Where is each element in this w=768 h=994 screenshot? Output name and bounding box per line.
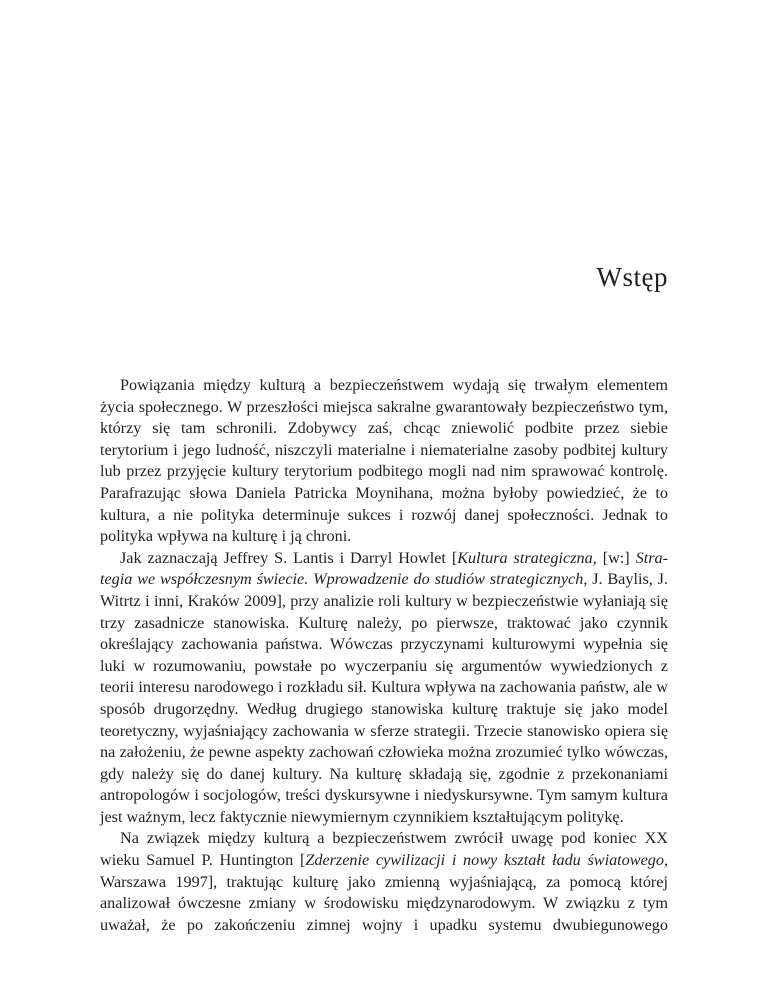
text-segment: Jak zaznaczają Jeffrey S. Lantis i Darryl Howlet [ xyxy=(120,548,458,567)
paragraph-2 xyxy=(100,548,668,829)
body-text xyxy=(100,375,668,936)
italic-title: Strategia we współczesnym świecie. Wprowadzenie do studiów strategicznych xyxy=(100,548,668,589)
text-segment: [w:] xyxy=(596,548,636,567)
text-segment: , J. Baylis, J. Witrtz i inni, Kraków 2009], przy analizie roli kultury w bezpieczeństwie wyłaniają się trzy zasadnicze stanowiska. Kulturę należy, po pierwsze, traktować jako czynnik określający zachowania państwa. Wówczas przyczynami kulturowymi wypełnia się luki w rozumowaniu, powstałe po wyczerpaniu się argumentów wywiedzionych z teorii interesu narodowego i rozkładu sił. Kultura wpływa na zachowania państw, ale w sposób drugorzędny. Według drugiego stanowiska kulturę traktuje się jako model teoretyczny, wyjaśniający zachowania w sferze strategii. Trzecie stanowisko opiera się na założeniu, że pewne aspekty zachowań człowieka można zrozumieć tylko wówczas, gdy należy się do danej kultury. Na kulturę składają się, zgodnie z przekonaniami antropologów i socjologów, treści dyskursywne i niedyskursywne. Tym samym kultura jest ważnym, lecz faktycznie niewymiernym czynnikiem kształtującym politykę. xyxy=(100,570,668,826)
text-segment: Na związek między kulturą a bezpieczeństwem zwrócił uwagę pod koniec XX wieku Samuel P. Huntington [ xyxy=(100,829,668,870)
italic-title: Kultura strategiczna, xyxy=(457,548,597,567)
chapter-title: Wstęp xyxy=(596,262,668,292)
paragraph-3 xyxy=(100,828,668,936)
italic-title: Zderzenie cywilizacji i nowy kształt ładu światowego xyxy=(305,851,664,870)
text-segment: , Warszawa 1997], traktując kulturę jako zmienną wyjaśniającą, za pomocą której analizował ówczesne zmiany w środowisku międzynarodowym. W związku z tym uważał, że po zakończeniu zimnej wojny i upadku systemu dwubiegunowego xyxy=(100,851,668,934)
paragraph-1 xyxy=(100,375,668,548)
text-segment: Powiązania między kulturą a bezpieczeństwem wydają się trwałym elementem życia społecznego. W przeszłości miejsca sakralne gwarantowały bezpieczeństwo tym, którzy się tam schronili. Zdobywcy zaś, chcąc zniewolić podbite przez siebie terytorium i jego ludność, niszczyli materialne i niematerialne zasoby podbitej kultury lub przez przyjęcie kultury terytorium podbitego mogli nad nim sprawować kontrolę. Parafrazując słowa Daniela Patricka Moynihana, można byłoby powiedzieć, że to kultura, a nie polityka determinuje sukces i rozwój danej społeczności. Jednak to polityka wpływa na kulturę i ją chroni. xyxy=(100,376,668,546)
